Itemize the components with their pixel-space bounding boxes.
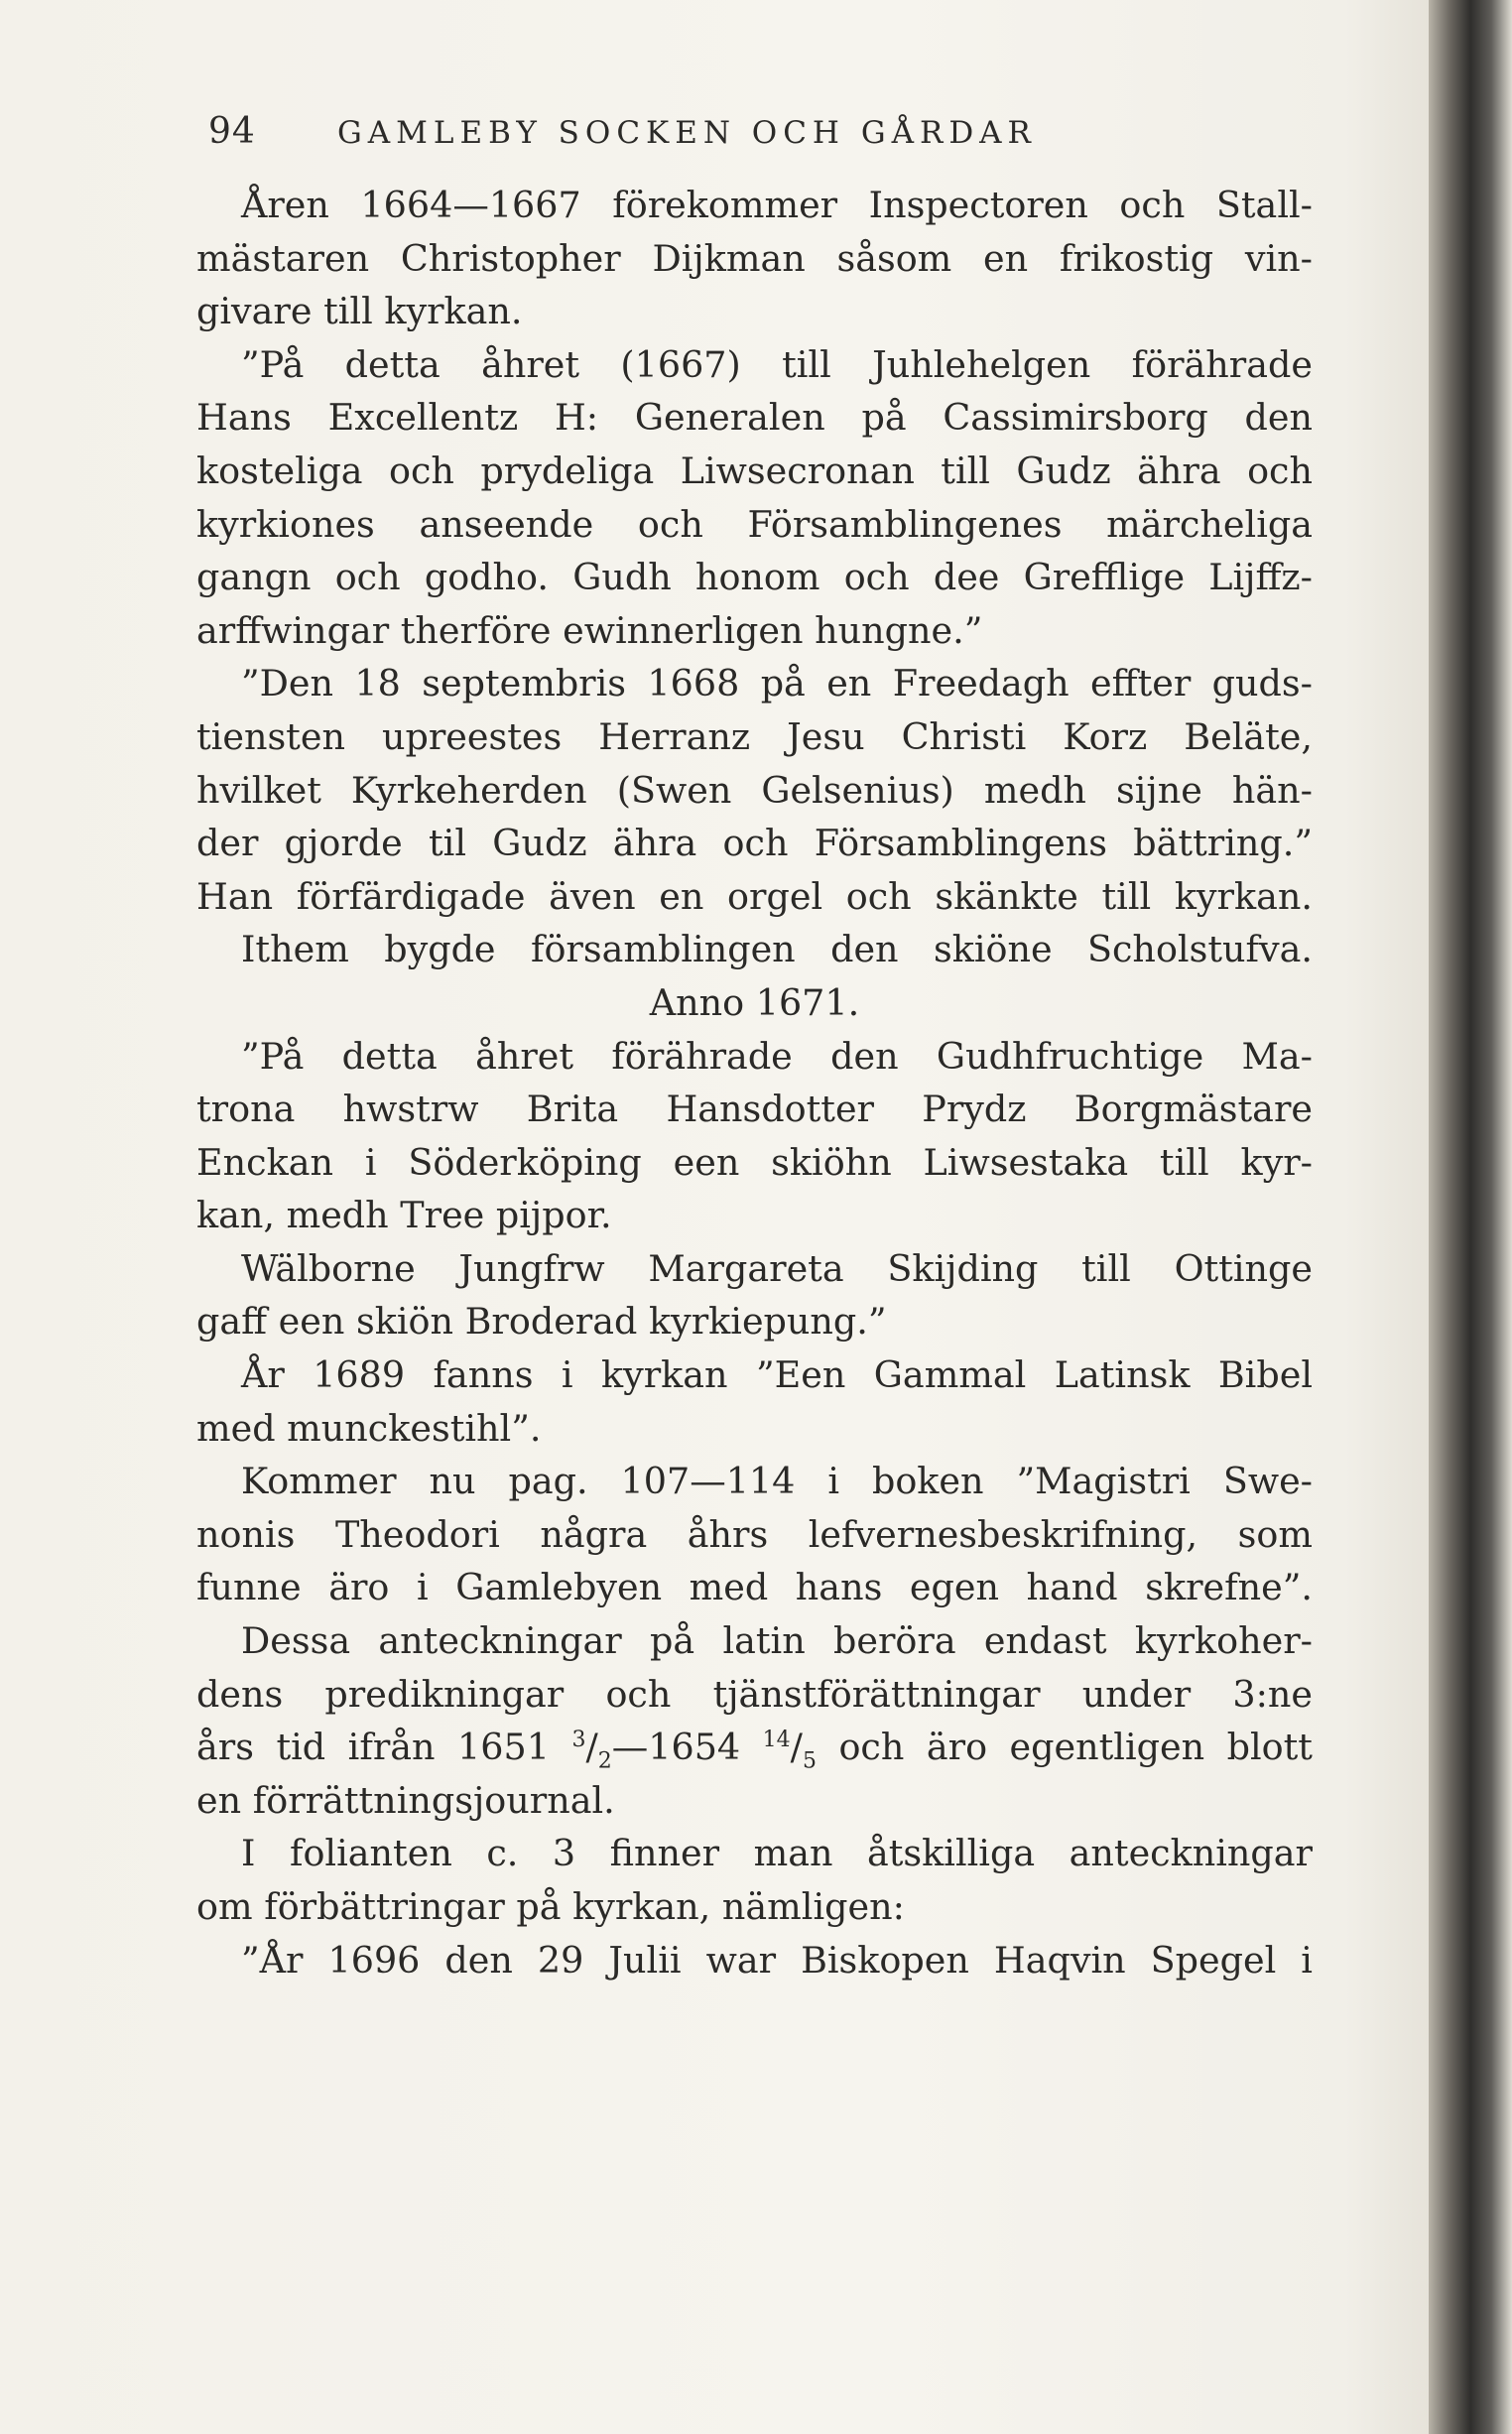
text-line: År 1689 fanns i kyrkan ”Een Gammal Latinsk Bibel — [241, 1353, 1313, 1397]
date-text: —1654 — [611, 1726, 763, 1769]
fraction-numerator: 3 — [571, 1728, 586, 1753]
text-line: Anno 1671. — [649, 980, 860, 1024]
text-line: givare till kyrkan. — [196, 290, 523, 333]
date-text: års tid ifrån 1651 — [196, 1726, 572, 1769]
text-line: arffwingar therföre ewinnerligen hungne.” — [196, 608, 983, 652]
text-line: funne äro i Gamlebyen med hans egen hand skrefne”. — [196, 1566, 1313, 1609]
text-line: nonis Theodori några åhrs lefvernesbeskrifning, som — [196, 1512, 1313, 1556]
fraction-denominator: 2 — [597, 1748, 612, 1774]
text-line: ”Den 18 septembris 1668 på en Freedagh effter guds- — [241, 662, 1313, 705]
text-line: hvilket Kyrkeherden (Swen Gelsenius) medh sijne hän- — [196, 768, 1313, 812]
text-line: Wälborne Jungfrw Margareta Skijding till Ottinge — [241, 1246, 1313, 1290]
date-text: och äro egentligen blott — [816, 1726, 1313, 1769]
text-line: om förbättringar på kyrkan, nämligen: — [196, 1885, 905, 1928]
body-text — [196, 179, 1313, 1986]
text-line: gaff een skiön Broderad kyrkiepung.” — [196, 1300, 887, 1344]
text-line: Ithem bygde församblingen den skiöne Scholstufva. — [241, 928, 1313, 971]
page-number: 94 — [208, 111, 256, 152]
fraction-slash: / — [585, 1726, 598, 1769]
book-spine — [1429, 0, 1512, 2434]
text-line: Han förfärdigade även en orgel och skänkte till kyrkan. — [196, 874, 1313, 918]
text-line: kosteliga och prydeliga Liwsecronan till Gudz ähra och — [196, 448, 1313, 492]
fraction-denominator: 5 — [802, 1748, 817, 1774]
text-line: Dessa anteckningar på latin beröra endast kyrkoher- — [241, 1619, 1313, 1663]
text-line: I folianten c. 3 finner man åtskilliga anteckningar — [241, 1832, 1313, 1875]
running-title: GAMLEBY SOCKEN OCH GÅRDAR — [337, 115, 1037, 151]
text-line: med munckestihl”. — [196, 1406, 542, 1450]
fraction-numerator: 14 — [762, 1728, 791, 1753]
text-line: Åren 1664—1667 förekommer Inspectoren och Stall- — [241, 184, 1313, 226]
text-line: ”På detta åhret förährade den Gudhfruchtige Ma- — [241, 1034, 1313, 1078]
text-line: Hans Excellentz H: Generalen på Cassimirsborg den — [196, 396, 1313, 440]
text-line: der gjorde til Gudz ähra och Församblingens bättring.” — [196, 822, 1313, 865]
fraction-slash: / — [790, 1726, 803, 1769]
page-header — [208, 111, 1200, 161]
text-line: ”År 1696 den 29 Julii war Biskopen Haqvin Spegel i — [241, 1938, 1313, 1982]
text-line: mästaren Christopher Dijkman såsom en frikostig vin- — [196, 236, 1313, 280]
text-line: en förrättningsjournal. — [196, 1778, 615, 1822]
text-line: Kommer nu pag. 107—114 i boken ”Magistri Swe- — [241, 1460, 1313, 1503]
text-line-dates — [196, 1721, 1313, 1774]
text-line: Enckan i Söderköping een skiöhn Liwsestaka till kyr- — [196, 1140, 1313, 1184]
text-line: ”På detta åhret (1667) till Juhlehelgen förährade — [241, 342, 1313, 386]
text-line: dens predikningar och tjänstförättningar under 3:ne — [196, 1672, 1313, 1716]
text-line: kan, medh Tree pijpor. — [196, 1194, 612, 1237]
text-line: trona hwstrw Brita Hansdotter Prydz Borgmästare — [196, 1088, 1313, 1131]
text-line: kyrkiones anseende och Församblingenes märcheliga — [196, 502, 1313, 546]
text-line: gangn och godho. Gudh honom och dee Grefflige Lijffz- — [196, 556, 1313, 599]
text-line: tiensten upreestes Herranz Jesu Christi Korz Beläte, — [196, 714, 1313, 758]
